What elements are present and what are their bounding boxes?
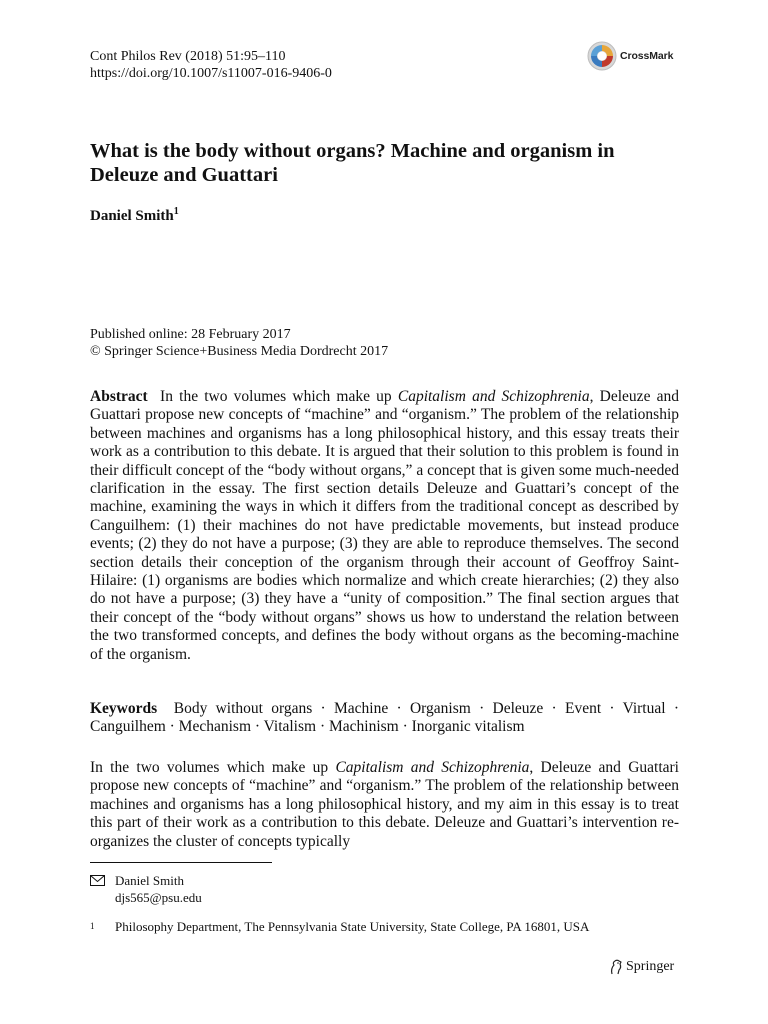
body-text-2: , Deleuze and Guattari propose new concepts of “machine” and “organism.” The problem of the relationship between machines and organisms has a long philosophical history, and my aim in this essay is to treat this part of their work as a contribution to this debate. Deleuze and Guattari’s intervention re-organizes the cluster of concepts typically xyxy=(90,759,679,850)
author-affiliation-marker: 1 xyxy=(173,206,179,217)
footnote-divider xyxy=(90,862,272,863)
copyright-line: © Springer Science+Business Media Dordrecht 2017 xyxy=(90,344,389,359)
published-date: Published online: 28 February 2017 xyxy=(90,327,291,342)
springer-horse-icon xyxy=(609,959,623,975)
journal-header xyxy=(90,48,332,82)
abstract-paragraph xyxy=(90,388,679,664)
abstract-italic-title: Capitalism and Schizophrenia xyxy=(397,388,590,405)
journal-citation: Cont Philos Rev (2018) 51:95–110 xyxy=(90,49,286,64)
crossmark-icon xyxy=(587,41,617,71)
body-text-1: In the two volumes which make up xyxy=(90,759,336,776)
contact-email[interactable]: djs565@psu.edu xyxy=(115,890,202,905)
contact-name: Daniel Smith xyxy=(115,873,184,888)
affiliation-number: 1 xyxy=(90,921,95,931)
crossmark-badge[interactable] xyxy=(587,41,673,71)
body-italic-title: Capitalism and Schizophrenia xyxy=(335,759,530,776)
body-paragraph xyxy=(90,759,679,851)
author-name: Daniel Smith xyxy=(90,208,174,224)
author-line xyxy=(90,206,179,225)
publication-info xyxy=(90,326,388,360)
abstract-text-2: , Deleuze and Guattari propose new concepts of “machine” and “organism.” The problem of the relationship between machines and organisms has a long philosophical history, and this essay treats their work as a contribution to this debate. It is argued that their solution to this problem is found in their difficult concept of the “body without organs,” a concept that is given some much-needed clarification in the essay. The first section details Deleuze and Guattari’s concept of the machine, examining the ways in which it differs from the traditional concept as described by Canguilhem: (1) their machines do not have predictable movements, but instead produce events; (2) they do not have a purpose; (3) they are able to reproduce themselves. The second section details their conception of the organism through their account of Geoffroy Saint-Hilaire: (1) organisms are bodies which normalize and which create hierarchies; (2) they also do not have a purpose; (3) they have a “unity of composition.” The final section argues that their concept of the “body without organs” shows us how to understand the relation between the two transformed concepts, and defines the body without organs as the becoming-machine of the organism. xyxy=(90,388,680,663)
article-title: What is the body without organs? Machine and organism in Deleuze and Guattari xyxy=(90,140,615,186)
keywords-paragraph xyxy=(90,700,679,737)
contact-block xyxy=(90,872,202,906)
publisher-footer xyxy=(609,959,674,975)
crossmark-label: CrossMark xyxy=(620,50,674,62)
publisher-name: Springer xyxy=(626,959,675,974)
doi-link[interactable]: https://doi.org/10.1007/s11007-016-9406-0 xyxy=(90,66,332,81)
abstract-label: Abstract xyxy=(90,388,148,405)
keywords-list: Body without organs · Machine · Organism · Deleuze · Event · Virtual · Canguilhem · Mechanism · Vitalism · Machinism · Inorganic vitalism xyxy=(90,700,679,736)
affiliation-footnote xyxy=(90,918,589,935)
affiliation-text: Philosophy Department, The Pennsylvania State University, State College, PA 16801, USA xyxy=(115,919,590,934)
keywords-label: Keywords xyxy=(90,700,158,717)
abstract-text-1: In the two volumes which make up xyxy=(160,388,398,405)
envelope-icon xyxy=(90,875,105,886)
